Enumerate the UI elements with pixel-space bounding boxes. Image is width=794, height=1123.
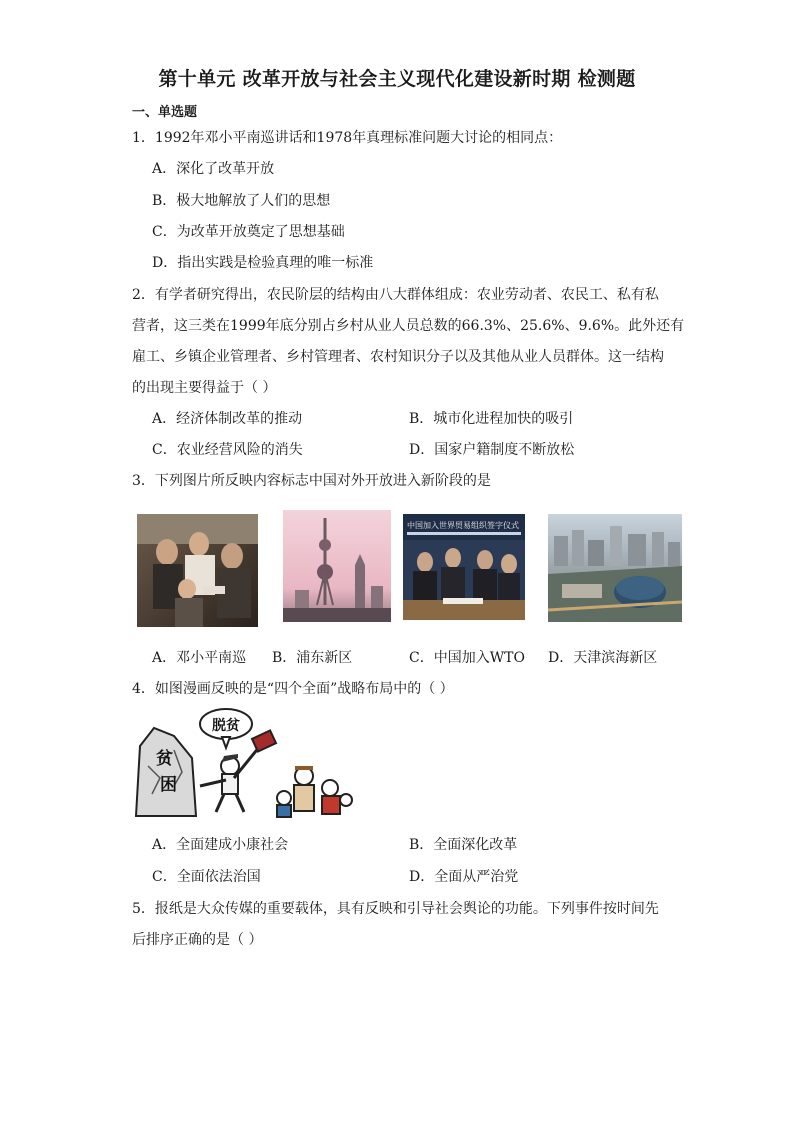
q2-stem-line-3: 雇工、乡镇企业管理者、乡村管理者、农村知识分子以及其他从业人员群体。这一结构 [132,349,664,365]
q2-option-c[interactable]: C．农业经营风险的消失 [152,442,303,458]
page-title: 第十单元 改革开放与社会主义现代化建设新时期 检测题 [158,68,636,90]
q1-option-d[interactable]: D．指出实践是检验真理的唯一标准 [152,255,374,271]
cartoon-rock-label-1: 贫 [156,749,173,769]
q2-stem-line-4: 的出现主要得益于（ ） [132,380,277,396]
q3-option-c[interactable]: C．中国加入WTO [409,650,525,666]
photo-tianjin-binhai [548,514,682,622]
section-heading: 一、单选题 [132,105,198,120]
q4-stem: 4．如图漫画反映的是“四个全面”战略布局中的（ ） [132,681,454,697]
q1-option-a[interactable]: A．深化了改革开放 [152,161,275,177]
q1-option-b[interactable]: B．极大地解放了人们的思想 [152,193,331,209]
q3-option-b[interactable]: B．浦东新区 [272,650,353,666]
q2-stem-line-2: 营者，这三类在1999年底分别占乡村从业人员总数的66.3%、25.6%、9.6%。此外还有 [132,318,685,334]
photo-wto-banner-text: 中国加入世界贸易组织签字仪式 [407,521,519,530]
q1-stem: 1．1992年邓小平南巡讲话和1978年真理标准问题大讨论的相同点： [132,130,563,146]
cartoon-poverty-alleviation [134,706,356,818]
q3-option-a[interactable]: A．邓小平南巡 [152,650,247,666]
photo-pudong-skyline [283,510,391,622]
q4-option-a[interactable]: A．全面建成小康社会 [152,837,289,853]
q2-option-a[interactable]: A．经济体制改革的推动 [152,411,303,427]
q5-stem-line-2: 后排序正确的是（ ） [132,932,263,948]
q2-option-d[interactable]: D．国家户籍制度不断放松 [409,442,575,458]
q2-option-b[interactable]: B．城市化进程加快的吸引 [409,411,574,427]
q5-stem-line-1: 5．报纸是大众传媒的重要载体，具有反映和引导社会舆论的功能。下列事件按时间先 [132,901,659,917]
cartoon-rock-label-2: 困 [160,775,177,795]
q3-stem: 3．下列图片所反映内容标志中国对外开放进入新阶段的是 [132,473,491,489]
q1-option-c[interactable]: C．为改革开放奠定了思想基础 [152,224,345,240]
q4-option-b[interactable]: B．全面深化改革 [409,837,518,853]
q4-option-c[interactable]: C．全面依法治国 [152,869,261,885]
cartoon-bubble-text: 脱贫 [212,718,240,734]
photo-wto-signing [403,514,525,620]
q2-stem-line-1: 2．有学者研究得出，农民阶层的结构由八大群体组成：农业劳动者、农民工、私有私 [132,287,659,303]
q3-option-d[interactable]: D．天津滨海新区 [548,650,658,666]
q4-option-d[interactable]: D．全面从严治党 [409,869,519,885]
photo-deng-southern-tour [137,514,258,627]
